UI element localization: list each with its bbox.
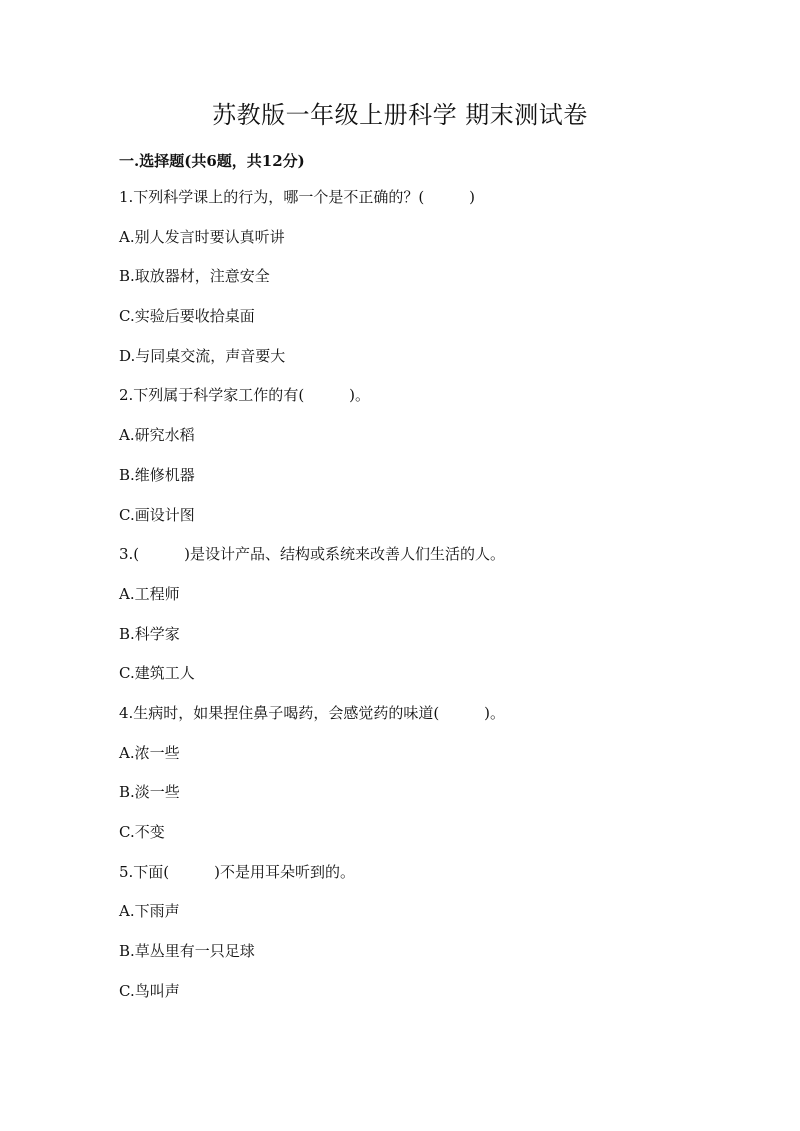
question-1: 1.下列科学课上的行为，哪一个是不正确的？( ) [119, 188, 476, 206]
question-list [119, 184, 739, 1017]
question-1-option-a: A.别人发言时要认真听讲 [119, 227, 285, 246]
question-1-option-d: D.与同桌交流，声音要大 [119, 346, 286, 365]
question-3: 3.( )是设计产品、结构或系统来改善人们生活的人。 [119, 545, 506, 564]
question-4-option-b: B.淡一些 [119, 783, 180, 802]
question-1-option-b: B.取放器材，注意安全 [119, 267, 270, 286]
document-title: 苏教版一年级上册科学 期末测试卷 [212, 101, 588, 129]
question-4: 4.生病时，如果捏住鼻子喝药，会感觉药的味道( )。 [119, 703, 506, 722]
question-2-option-b: B.维修机器 [119, 465, 195, 484]
section-heading: 一.选择题(共6题，共12分) [119, 152, 305, 170]
question-2-option-a: A.研究水稻 [119, 426, 195, 445]
question-2: 2.下列属于科学家工作的有( )。 [119, 386, 371, 405]
question-5: 5.下面( )不是用耳朵听到的。 [119, 862, 356, 881]
question-1-option-c: C.实验后要收拾桌面 [119, 307, 255, 326]
question-3-option-a: A.工程师 [119, 584, 180, 603]
question-5-option-c: C.鸟叫声 [119, 981, 180, 1000]
question-3-option-b: B.科学家 [119, 624, 180, 643]
question-5-option-a: A.下雨声 [119, 902, 180, 921]
question-4-option-a: A.浓一些 [119, 743, 180, 762]
question-5-option-b: B.草丛里有一只足球 [119, 942, 255, 961]
question-3-option-c: C.建筑工人 [119, 664, 195, 683]
question-2-option-c: C.画设计图 [119, 505, 195, 524]
question-4-option-c: C.不变 [119, 823, 165, 841]
